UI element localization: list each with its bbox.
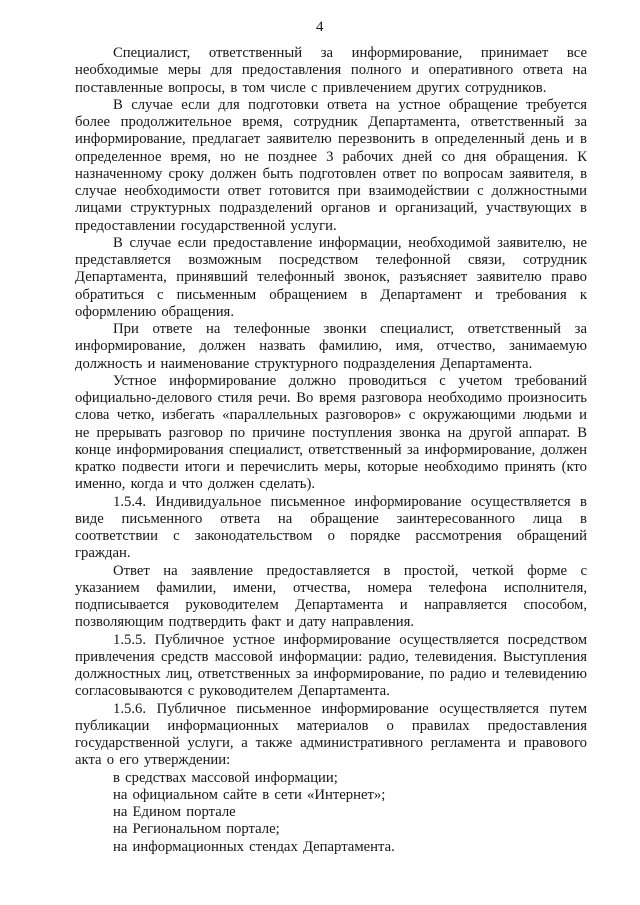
list-item-mass-media: в средствах массовой информации; <box>113 769 338 786</box>
list-item-official-site: на официальном сайте в сети «Интернет»; <box>113 786 386 803</box>
paragraph-phone-info-not-possible: В случае если предоставление информации, необходимой заявителю, не представляется возможным посредством телефонной связи, сотрудник Департамента, принявший телефонный звонок, разъясняет заявителю право обратиться с письменным обращением в Департамент и требования к оформлению обращения. <box>75 234 587 320</box>
paragraph-oral-informing-style: Устное информирование должно проводиться с учетом требований официально-делового стиля речи. Во время разговора необходимо произносить слова четко, избегать «параллельных разговоров» с окружающими людьми и не прерывать разговор по причине поступления звонка на другой аппарат. В конце информирования специалист, ответственный за информирование, должен кратко подвести итоги и перечислить меры, которые необходимо принять (кто именно, когда и что должен сделать). <box>75 372 587 493</box>
paragraph-phone-answer-identification: При ответе на телефонные звонки специалист, ответственный за информирование, должен назвать фамилию, имя, отчество, занимаемую должность и наименование структурного подразделения Департамента. <box>75 321 587 372</box>
page-number: 4 <box>316 19 324 35</box>
list-item-unified-portal: на Едином портале <box>113 804 236 820</box>
paragraph-oral-request-longer-time: В случае если для подготовки ответа на устное обращение требуется более продолжительное время, сотрудник Департамента, ответственный за информирование, предлагает заявителю перезвонить в определенный день и в определенное время, но не позднее 3 рабочих дней со дня обращения. К назначенному сроку должен быть подготовлен ответ по вопросам заявителя, в случае необходимости ответ готовится при взаимодействии с должностными лицами структурных подразделений органов и организаций, участвующих в предоставлении государственной услуги. <box>75 96 587 234</box>
list-item-regional-portal: на Региональном портале; <box>113 821 280 838</box>
page-content <box>75 45 587 856</box>
paragraph-answer-to-application: Ответ на заявление предоставляется в простой, четкой форме с указанием фамилии, имени, отчества, номера телефона исполнителя, подписывается руководителем Департамента и направляется способом, позволяющим подтвердить факт и дату направления. <box>75 562 587 631</box>
paragraph-clause-1-5-5: 1.5.5. Публичное устное информирование осуществляется посредством привлечения средств массовой информации: радио, телевидения. Выступления должностных лиц, ответственных за информирование, по радио и телевидению согласовываются с руководителем Департамента. <box>75 631 587 700</box>
paragraph-specialist-measures: Специалист, ответственный за информирование, принимает все необходимые меры для предоставления полного и оперативного ответа на поставленные вопросы, в том числе с привлечением других сотрудников. <box>75 45 587 96</box>
paragraph-clause-1-5-4: 1.5.4. Индивидуальное письменное информирование осуществляется в виде письменного ответа на обращение заинтересованного лица в соответствии с законодательством о порядке рассмотрения обращений граждан. <box>75 493 587 562</box>
list-item-information-stands: на информационных стендах Департамента. <box>113 838 395 855</box>
paragraph-clause-1-5-6: 1.5.6. Публичное письменное информирование осуществляется путем публикации информационных материалов о правилах предоставления государственной услуги, а также административного регламента и правового акта о его утверждении: <box>75 700 587 769</box>
